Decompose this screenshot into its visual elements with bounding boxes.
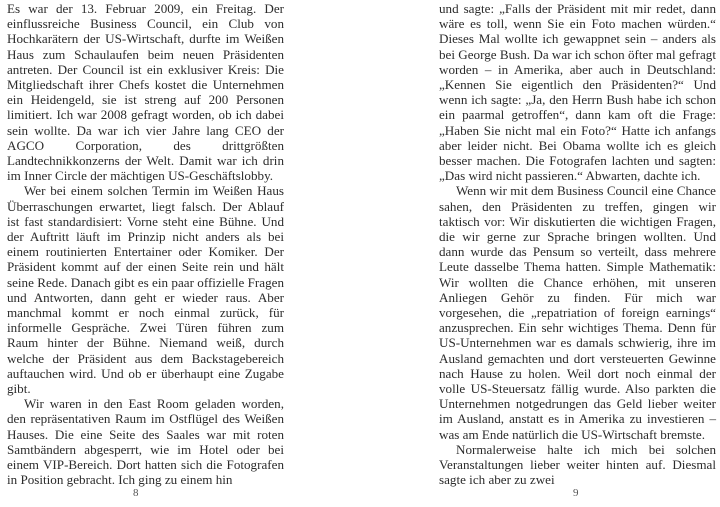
left-page-textblock <box>7 1 284 488</box>
right-page-textblock <box>439 1 716 488</box>
page-number-left: 8 <box>133 487 139 499</box>
paragraph: Es war der 13. Februar 2009, ein Freitag. Der einflussreiche Business Council, ein Club von Hochkarätern der US-Wirtschaft, durfte im Weißen Haus zum Schaulaufen beim neuen Präsidenten antreten. Der Council ist ein exklusiver Kreis: Die Mitgliedschaft ihrer Chefs kostet die Unternehmen ein Heidengeld, sie ist streng auf 200 Personen limitiert. Ich war 2008 gefragt worden, ob ich dabei sein wollte. Da war ich vier Jahre lang CEO der AGCO Corporation, des drittgrößten Landtechnikkonzerns der Welt. Damit war ich drin im Inner Circle der mächtigen US-Geschäftslobby. <box>7 1 284 184</box>
left-page <box>0 0 290 507</box>
paragraph: Wer bei einem solchen Termin im Weißen Haus Überraschungen erwartet, liegt falsch. Der Ablauf ist fast standardisiert: Vorne steht eine Bühne. Und der Auftritt läuft im Prinzip nicht anders als bei einem routinierten Entertainer oder Komiker. Der Präsident kommt auf der einen Seite rein und hält seine Rede. Danach gibt es ein paar offizielle Fragen und Antworten, dann geht er wieder raus. Aber manchmal kommt er noch einmal zurück, für informelle Gespräche. Zwei Türen führen zum Raum hinter der Bühne. Niemand weiß, durch welche der Präsident aus dem Backstagebereich auftauchen wird. Und ob er überhaupt eine Zugabe gibt. <box>7 183 284 397</box>
page-number-right: 9 <box>573 487 579 499</box>
paragraph: Wenn wir mit dem Business Council eine Chance sahen, den Präsidenten zu treffen, gingen wir taktisch vor: Wir diskutierten die wichtigen Fragen, die wir gerne zur Sprache bringen wollten. Und dann wurde das Pensum so verteilt, dass mehrere Leute dasselbe Thema hatten. Simple Mathematik: Wir wollten die Chance erhöhen, mit unseren Anliegen Gehör zu finden. Für mich war vorgesehen, die „repatriation of foreign earnings“ anzusprechen. Ein sehr wichtiges Thema. Denn für US-Unternehmen war es damals schwierig, ihre im Ausland gemachten und dort versteuerten Gewinne nach Hause zu holen. Weil dort noch einmal der volle US-Steuersatz fällig wurde. Also parkten die Unternehmen notgedrungen das Geld lieber weiter im Ausland, anstatt es in Amerika zu investieren – was am Ende natürlich die US-Wirtschaft bremste. <box>439 183 716 442</box>
right-page <box>430 0 720 507</box>
paragraph: Normalerweise halte ich mich bei solchen Veranstaltungen lieber weiter hinten auf. Diesmal sagte ich aber zu zwei <box>439 441 716 488</box>
paragraph: und sagte: „Falls der Präsident mit mir redet, dann wäre es toll, wenn Sie ein Foto machen würden.“ Dieses Mal wollte ich gewappnet sein – anders als bei George Bush. Da war ich schon öfter mal gefragt worden – in Amerika, aber auch in Deutschland: „Kennen Sie eigentlich den Präsidenten?“ Und wenn ich sagte: „Ja, den Herrn Bush habe ich schon ein paarmal getroffen“, dann kam oft die Frage: „Haben Sie nicht mal ein Foto?“ Hatte ich anfangs aber leider nicht. Bei Obama wollte ich es gleich besser machen. Die Fotografen lachten und sagten: „Das wird nicht passieren.“ Abwarten, dachte ich. <box>439 1 716 184</box>
paragraph: Wir waren in den East Room geladen worden, den repräsentativen Raum im Ostflügel des Weißen Hauses. Die eine Seite des Saales war mit roten Samtbändern abgesperrt, wie im Hotel oder bei einem VIP-Bereich. Dort hatten sich die Fotografen in Position gebracht. Ich ging zu einem hin <box>7 396 284 488</box>
